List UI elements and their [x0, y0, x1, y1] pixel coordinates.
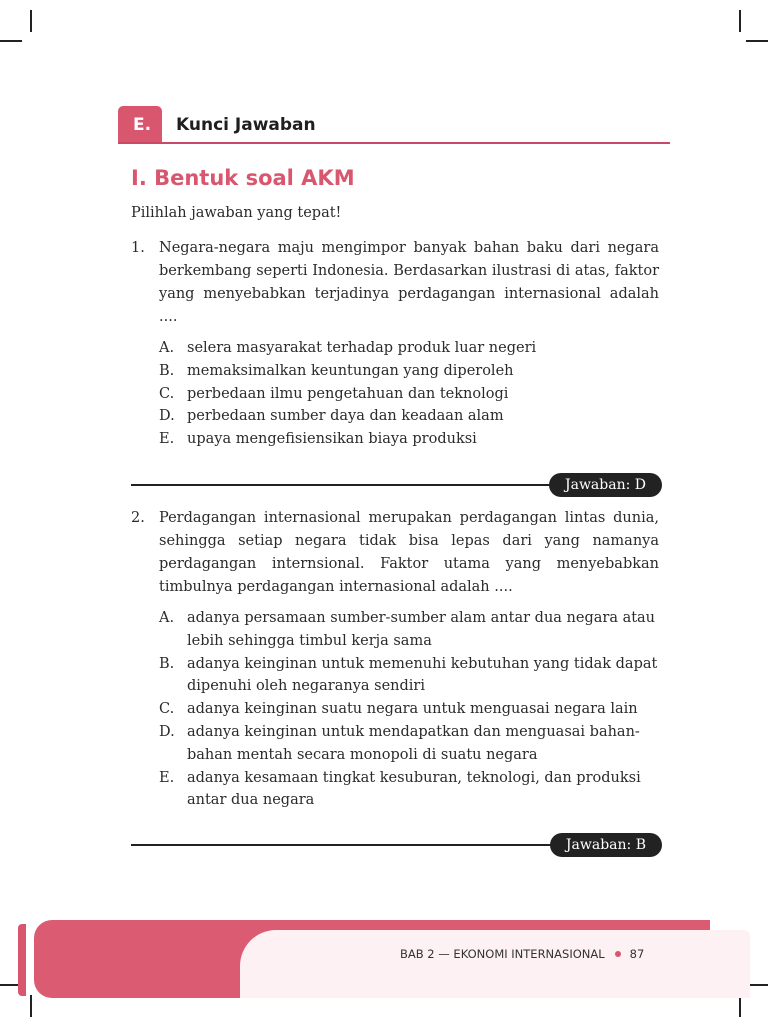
- footer-running-head: [400, 947, 644, 961]
- part-title: I. Bentuk soal AKM: [131, 166, 355, 190]
- option-letter: D.: [159, 408, 175, 425]
- option-item: [159, 767, 659, 813]
- option-item: [159, 337, 659, 360]
- question-text: Perdagangan internasional merupakan perdagangan lintas dunia, sehingga setiap negara tidak bisa lepas dari yang namanya perdagangan internsional. Faktor utama yang menyebabkan timbulnya perdagangan internasional adalah ....: [159, 510, 659, 595]
- answer-row-1: [131, 473, 662, 497]
- option-letter: C.: [159, 701, 175, 718]
- answer-divider: [131, 484, 551, 486]
- option-text: adanya keinginan suatu negara untuk menguasai negara lain: [187, 701, 638, 718]
- crop-mark: [30, 10, 32, 32]
- option-letter: E.: [159, 431, 175, 448]
- option-item: [159, 607, 659, 653]
- option-letter: D.: [159, 723, 175, 740]
- option-text: perbedaan ilmu pengetahuan dan teknologi: [187, 385, 509, 402]
- option-list: [159, 607, 659, 812]
- crop-mark: [746, 40, 768, 42]
- option-letter: B.: [159, 362, 175, 379]
- option-letter: A.: [159, 610, 175, 626]
- answer-row-2: [131, 833, 662, 857]
- question-text: Negara-negara maju mengimpor banyak bahan baku dari negara berkembang seperti Indonesia. Berdasarkan ilustrasi di atas, faktor yang menyebabkan terjadinya perdagangan internasional adalah ....: [159, 240, 659, 325]
- instruction-text: Pilihlah jawaban yang tepat!: [131, 205, 342, 221]
- option-item: [159, 428, 659, 451]
- option-text: upaya mengefisiensikan biaya produksi: [187, 431, 477, 448]
- footer-panel: [240, 930, 750, 998]
- crop-mark: [739, 995, 741, 1017]
- option-text: adanya keinginan untuk mendapatkan dan menguasai bahan-bahan mentah secara monopoli di suatu negara: [187, 723, 640, 763]
- option-letter: B.: [159, 655, 175, 672]
- option-text: perbedaan sumber daya dan keadaan alam: [187, 408, 504, 425]
- crop-mark: [739, 10, 741, 32]
- option-item: [159, 405, 659, 428]
- answer-divider: [131, 844, 551, 846]
- option-item: [159, 383, 659, 406]
- option-item: [159, 698, 659, 721]
- option-list: [159, 337, 659, 451]
- option-text: adanya persamaan sumber-sumber alam antar dua negara atau lebih sehingga timbul kerja sama: [187, 610, 656, 649]
- option-text: selera masyarakat terhadap produk luar negeri: [187, 340, 537, 356]
- footer-edge-tab: [18, 924, 26, 996]
- section-badge: E.: [118, 106, 162, 144]
- question-number: 2.: [131, 510, 145, 526]
- option-letter: C.: [159, 385, 175, 402]
- bullet-icon: [615, 951, 621, 957]
- option-text: adanya keinginan untuk memenuhi kebutuhan yang tidak dapat dipenuhi oleh negaranya sendiri: [187, 655, 658, 695]
- answer-badge: Jawaban: D: [549, 473, 662, 497]
- question-2: [131, 507, 659, 812]
- crop-mark: [30, 995, 32, 1017]
- section-title: Kunci Jawaban: [176, 115, 316, 135]
- option-item: [159, 360, 659, 383]
- option-text: adanya kesamaan tingkat kesuburan, teknologi, dan produksi antar dua negara: [187, 769, 641, 809]
- option-letter: E.: [159, 769, 175, 786]
- answer-badge: Jawaban: B: [550, 833, 662, 857]
- option-item: [159, 653, 659, 699]
- section-underline: [118, 142, 670, 144]
- crop-mark: [0, 40, 22, 42]
- option-item: [159, 721, 659, 767]
- section-header: [118, 106, 670, 144]
- option-text: memaksimalkan keuntungan yang diperoleh: [187, 362, 514, 379]
- page-number: 87: [629, 947, 645, 961]
- question-1: [131, 237, 659, 451]
- chapter-label: BAB 2 — EKONOMI INTERNASIONAL: [400, 947, 605, 961]
- option-letter: A.: [159, 340, 175, 356]
- question-number: 1.: [131, 240, 145, 256]
